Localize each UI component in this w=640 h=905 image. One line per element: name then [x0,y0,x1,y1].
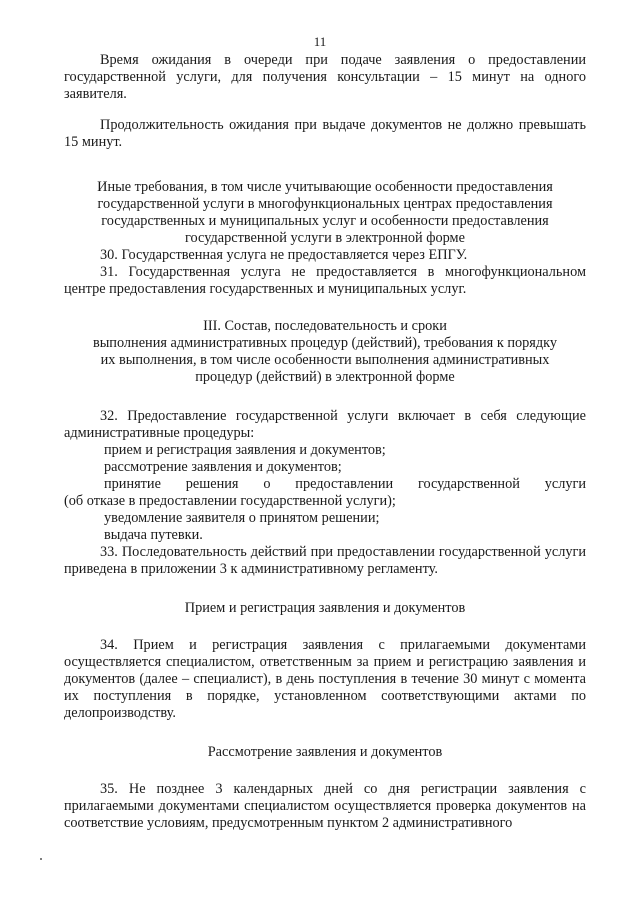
heading-line: выполнения административных процедур (действий), требования к порядку [92,335,558,351]
heading-other-requirements [64,179,586,247]
paragraph-30: 30. Государственная услуга не предоставляется через ЕПГУ. [100,247,468,263]
paragraph-wait-issue: Продолжительность ожидания при выдаче документов не должно превышать 15 минут. [64,117,586,150]
section-3-heading [64,318,586,386]
list-item: принятие решения о предоставлении государственной услуги [104,476,586,492]
heading-reception: Прием и регистрация заявления и документов [184,600,466,616]
paragraph-33: 33. Последовательность действий при предоставлении государственной услуги приведена в приложении 3 к административному регламенту. [64,544,586,577]
list-item: прием и регистрация заявления и документов; [104,442,386,458]
heading-line: государственной услуги в электронной форме [185,230,465,246]
page-number: 11 [313,34,327,49]
list-item: рассмотрение заявления и документов; [104,459,342,475]
paragraph-31: 31. Государственная услуга не предоставляется в многофункциональном центре предоставления государственных и муниципальных услуг. [64,264,586,297]
paragraph-35: 35. Не позднее 3 календарных дней со дня регистрации заявления с прилагаемыми документами специалистом осуществляется проверка документов на соответствие условиям, предусмотренным пунктом 2 административного [64,781,586,831]
list-item: уведомление заявителя о принятом решении; [104,510,380,526]
paragraph-32: 32. Предоставление государственной услуги включает в себя следующие административные процедуры: [64,408,586,441]
list-item-continuation: (об отказе в предоставлении государственной услуги); [64,493,396,509]
list-item: выдача путевки. [104,527,203,543]
scan-speck [40,858,42,860]
heading-line: III. Состав, последовательность и сроки [203,318,447,334]
heading-line: государственной услуги в многофункциональных центрах предоставления [97,196,553,212]
heading-line: процедур (действий) в электронной форме [195,369,455,385]
heading-line: Иные требования, в том числе учитывающие особенности предоставления [97,179,553,195]
paragraph-34: 34. Прием и регистрация заявления с прилагаемыми документами осуществляется специалистом, ответственным за прием и регистрацию заявления и документов (далее – специалист), в день поступления в течение 30 минут с момента их поступления в порядке, установленном соответствующими актами по делопроизводству. [64,637,586,721]
heading-line: государственных и муниципальных услуг и особенности предоставления [101,213,549,229]
heading-line: их выполнения, в том числе особенности выполнения административных [100,352,550,368]
document-body [64,52,586,832]
heading-review: Рассмотрение заявления и документов [207,744,443,760]
paragraph-wait-queue: Время ожидания в очереди при подаче заявления о предоставлении государственной услуги, для получения консультации – 15 минут на одного заявителя. [64,52,586,102]
